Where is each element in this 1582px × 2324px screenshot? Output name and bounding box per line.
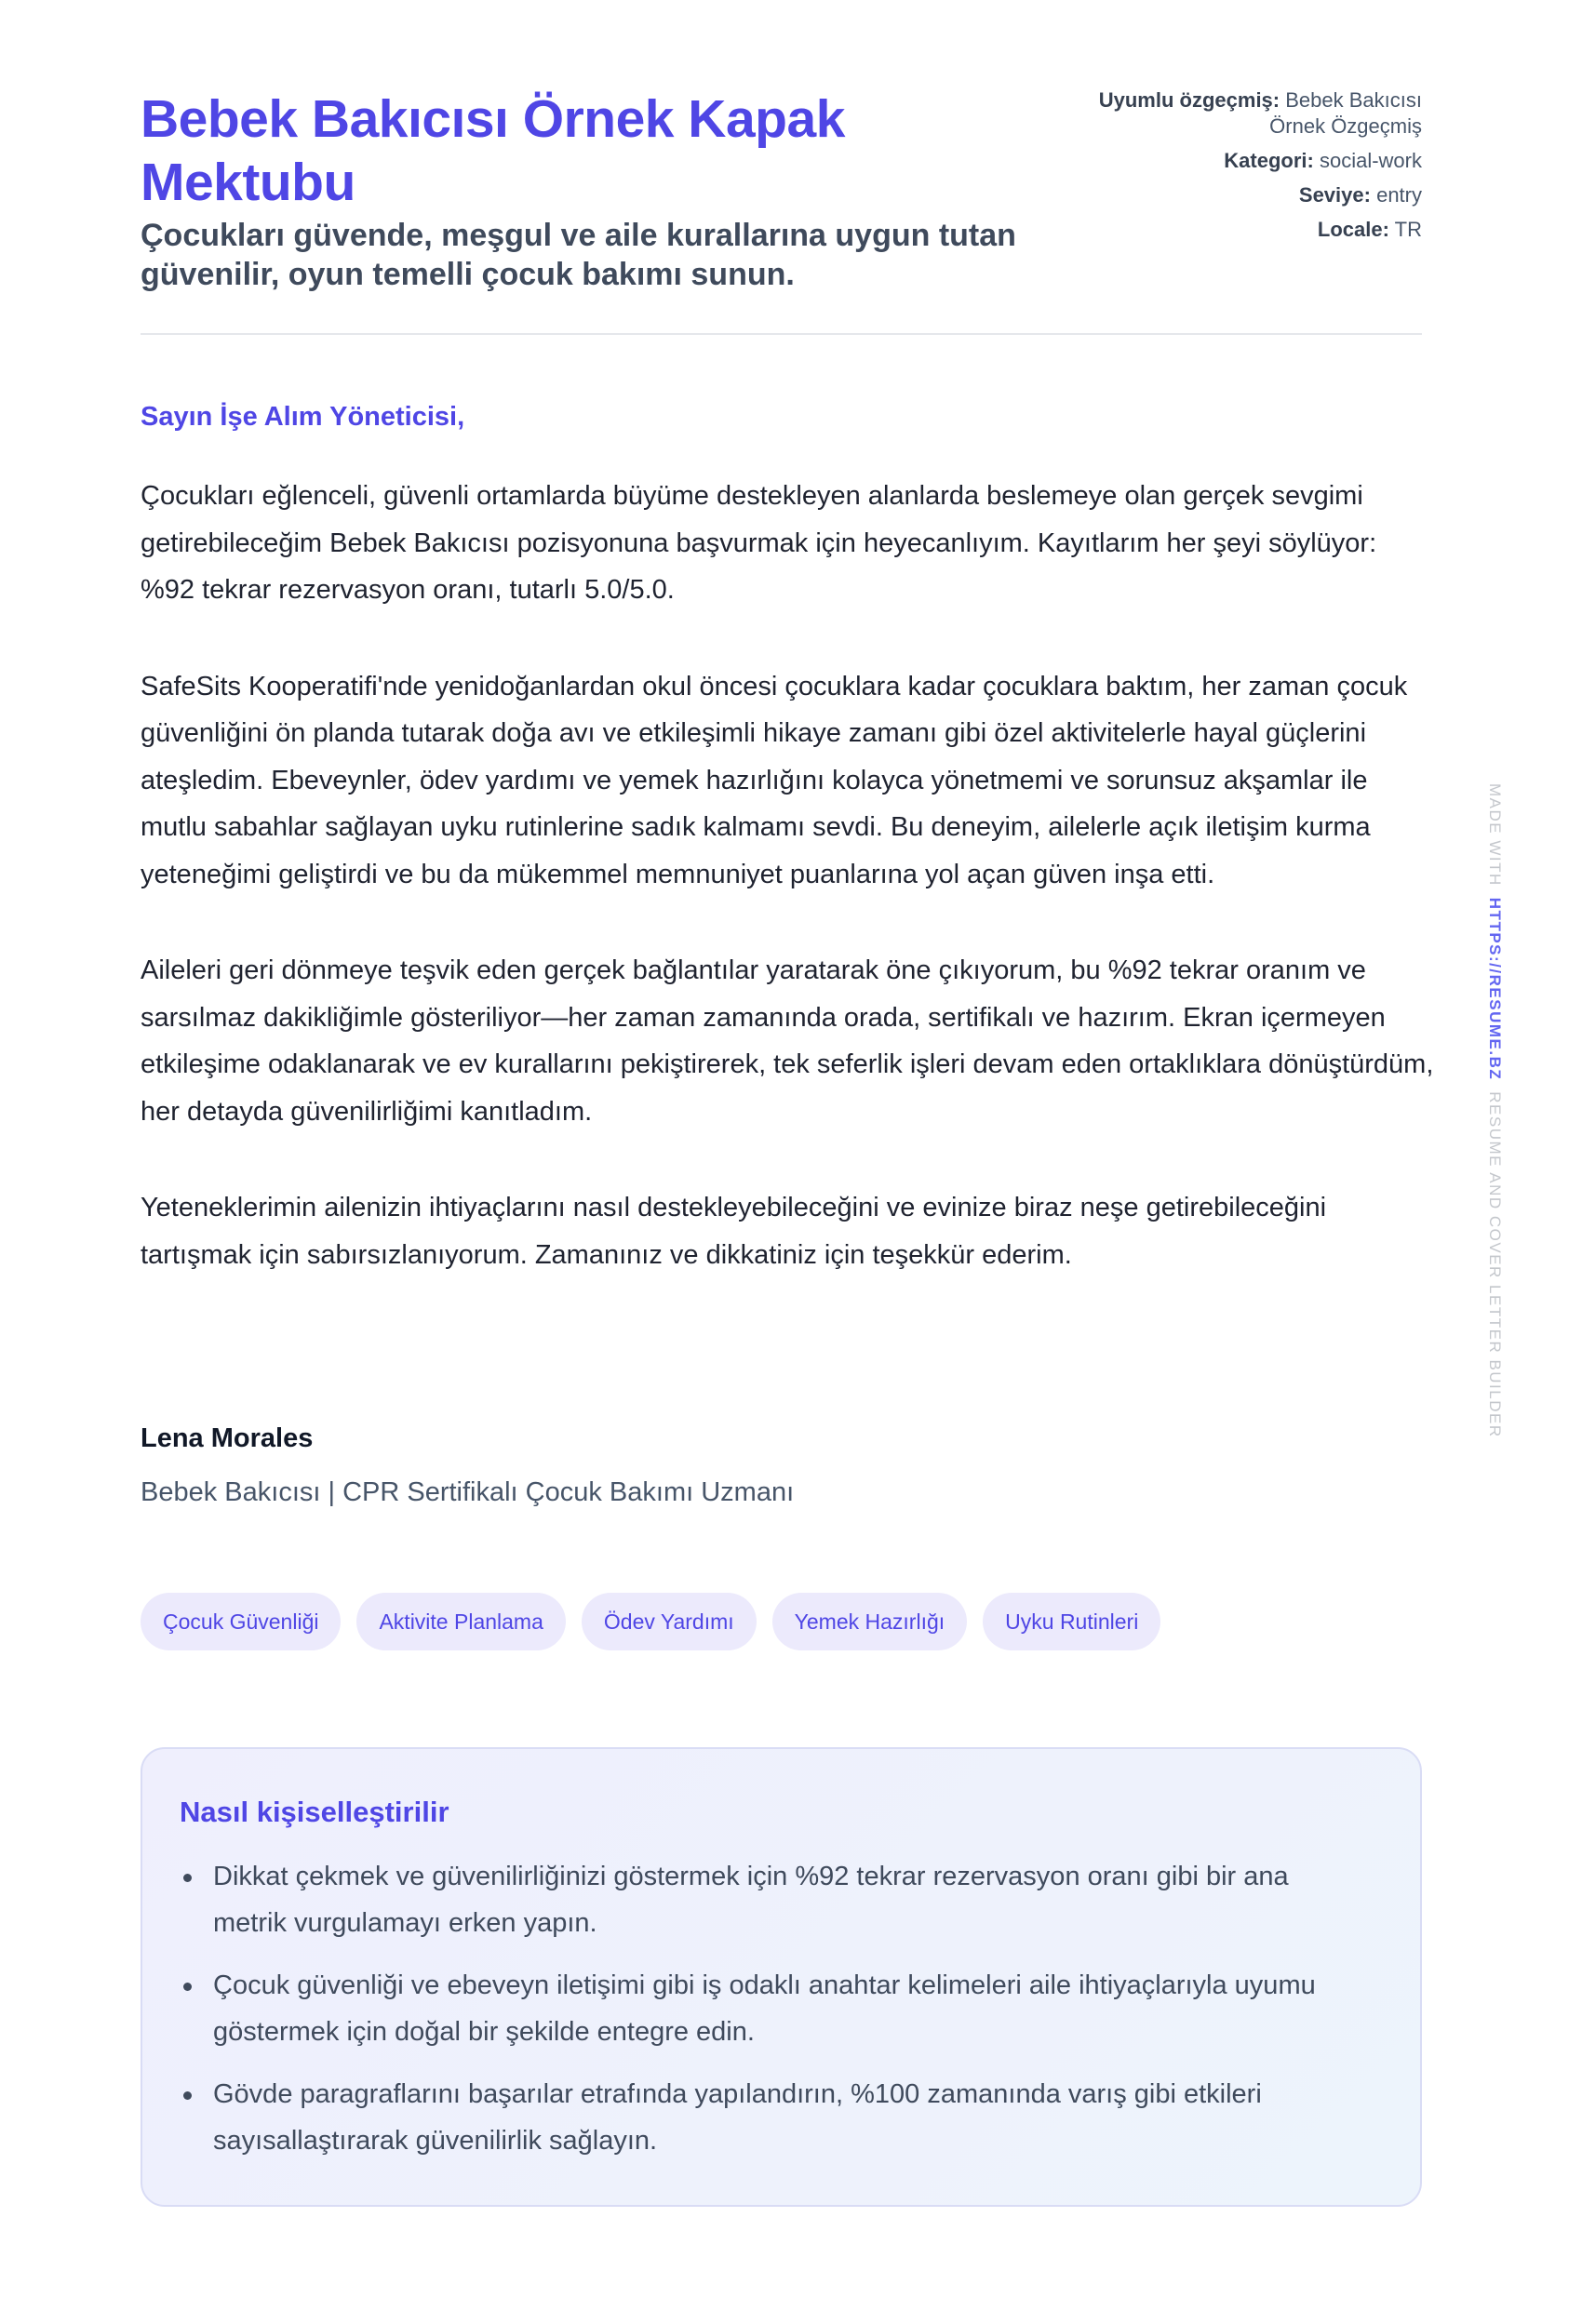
meta-level <box>1087 182 1422 208</box>
letter-paragraph: Yeteneklerimin ailenizin ihtiyaçlarını nasıl destekleyebileceğini ve evinize biraz neşe getirebileceğini tartışmak için sabırsızlanıyorum. Zamanınız ve dikkatiniz için teşekkür ederim. <box>141 1193 1327 1270</box>
skill-tag: Aktivite Planlama <box>356 1593 565 1650</box>
letter-paragraph: SafeSits Kooperatifi'nde yenidoğanlardan okul öncesi çocuklara kadar çocuklara baktım, her zaman çocuk güvenliğini ön planda tutarak doğa avı ve etkileşimli hikaye zamanı gibi özel aktivitelerle hayal güçlerini ateşledim. Ebeveynler, ödev yardımı ve yemek hazırlığını kolayca yönetmemi ve sorunsuz akşamlar ile mutlu sabahlar sağlayan uyku rutinlerine sadık kalmamı sevdi. Bu deneyim, ailelerle açık iletişim kurma yeteneğimi geliştirdi ve bu da mükemmel memnuniyet puanlarına yol açan güven inşa etti. <box>141 671 1408 889</box>
letter-paragraph: Çocukları eğlenceli, güvenli ortamlarda büyüme destekleyen alanlarda beslemeye olan gerçek sevgimi getirebileceğim Bebek Bakıcısı pozisyonuna başvurmak için heyecanlıyım. Kayıtlarım her şeyi söylüyor: %92 tekrar rezervasyon oranı, tutarlı 5.0/5.0. <box>141 481 1377 605</box>
letter-greeting: Sayın İşe Alım Yöneticisi, <box>141 402 465 432</box>
skill-tags <box>141 1593 1160 1650</box>
signature-name: Lena Morales <box>141 1423 314 1453</box>
page-subtitle: Çocukları güvende, meşgul ve aile kurallarına uygun tutan güvenilir, oyun temelli çocuk bakımı sunun. <box>141 218 1016 292</box>
letter-body <box>141 473 1434 1328</box>
meta-label: Locale: <box>1317 218 1389 241</box>
watermark-suffix: RESUME AND COVER LETTER BUILDER <box>1486 1091 1504 1438</box>
meta-value[interactable]: Bebek Bakıcısı Örnek Özgeçmiş <box>1269 88 1422 138</box>
tip-item: Çocuk güvenliği ve ebeveyn iletişimi gibi iş odaklı anahtar kelimeleri aile ihtiyaçlarıyla uyumu göstermek için doğal bir şekilde entegre edin. <box>180 1962 1383 2055</box>
skill-tag: Yemek Hazırlığı <box>772 1593 968 1650</box>
letter-paragraph: Aileleri geri dönmeye teşvik eden gerçek bağlantılar yaratarak öne çıkıyorum, bu %92 tekrar oranım ve sarsılmaz dakikliğimle gösteriliyor—her zaman zamanında orada, sertifikalı ve hazırım. Ekran içermeyen etkileşime odaklanarak ve ev kurallarını pekiştirerek, tek seferlik işleri devam eden ortaklıklara dönüştürdüm, her detayda güvenilirliğimi kanıtladım. <box>141 955 1434 1127</box>
meta-label: Uyumlu özgeçmiş: <box>1098 88 1280 112</box>
meta-label: Kategori: <box>1224 149 1314 172</box>
watermark-prefix: MADE WITH <box>1486 783 1504 887</box>
tips-list <box>180 1853 1383 2164</box>
metadata-panel <box>1087 87 1422 251</box>
page-title: Bebek Bakıcısı Örnek Kapak Mektubu <box>141 89 845 212</box>
watermark-link[interactable]: HTTPS://RESUME.BZ <box>1486 897 1504 1081</box>
customization-tips-box <box>141 1747 1422 2207</box>
meta-locale <box>1087 217 1422 243</box>
document-header <box>141 87 1422 335</box>
meta-value: entry <box>1376 183 1422 207</box>
skill-tag: Ödev Yardımı <box>582 1593 757 1650</box>
tips-heading: Nasıl kişiselleştirilir <box>180 1796 449 1828</box>
meta-value: social-work <box>1319 149 1422 172</box>
skill-tag: Çocuk Güvenliği <box>141 1593 341 1650</box>
watermark <box>1485 783 1504 1438</box>
meta-compatible-resume <box>1087 87 1422 140</box>
meta-value: TR <box>1394 218 1422 241</box>
meta-category <box>1087 148 1422 174</box>
tip-item: Dikkat çekmek ve güvenilirliğinizi göstermek için %92 tekrar rezervasyon oranı gibi bir ana metrik vurgulamayı erken yapın. <box>180 1853 1383 1946</box>
signature-title: Bebek Bakıcısı | CPR Sertifikalı Çocuk Bakımı Uzmanı <box>141 1477 795 1507</box>
skill-tag: Uyku Rutinleri <box>983 1593 1160 1650</box>
meta-label: Seviye: <box>1298 183 1371 207</box>
tip-item: Gövde paragraflarını başarılar etrafında yapılandırın, %100 zamanında varış gibi etkileri sayısallaştırarak güvenilirlik sağlayın. <box>180 2071 1383 2164</box>
